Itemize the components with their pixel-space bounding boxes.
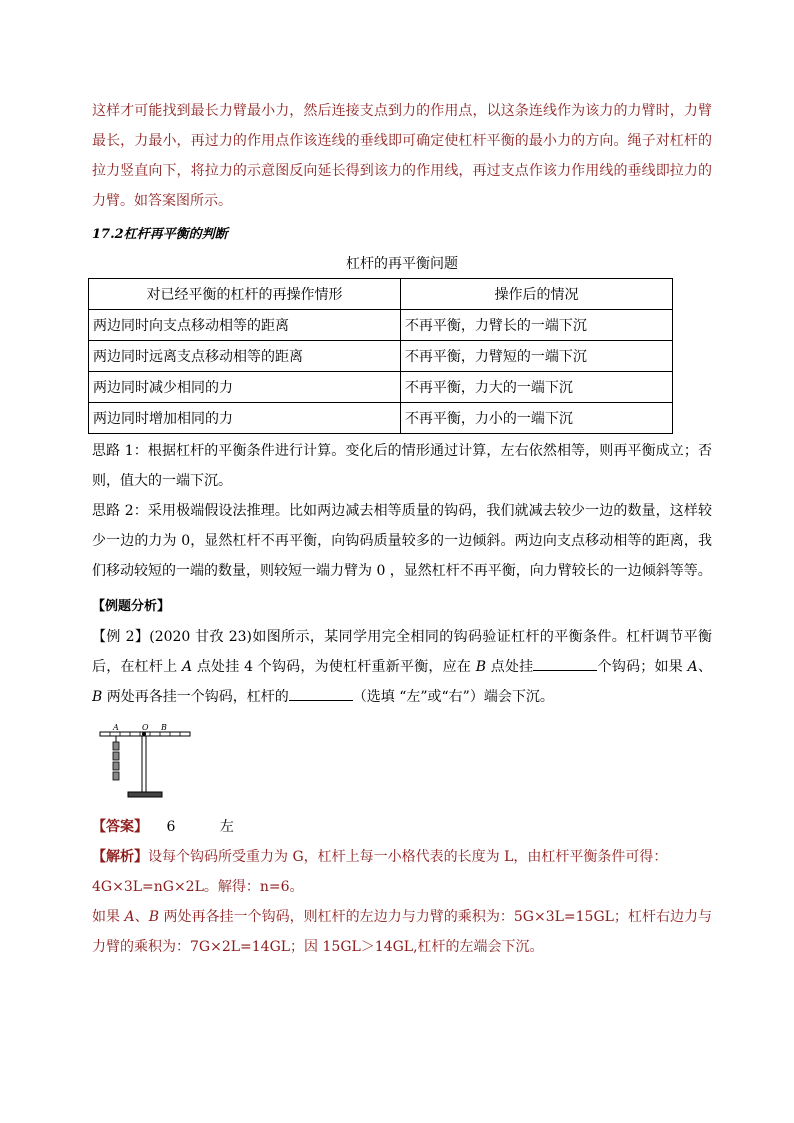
idea-1-paragraph: 思路 1：根据杠杆的平衡条件进行计算。变化后的情形通过计算，左右依然相等，则再平衡成立；否则，值大的一端下沉。	[92, 443, 712, 489]
intro-paragraph: 这样才可能找到最长力臂最小力，然后连接支点到力的作用点，以这条连线作为该力的力臂时，力臂最长，力最小，再过力的作用点作该连线的垂线即可确定使杠杆平衡的最小力的方向。绳子对杠杆的拉力竖直向下，将拉力的示意图反向延长得到该力的作用线，再过支点作该力作用线的垂线即拉力的力臂。如答案图所示。	[92, 103, 712, 209]
analysis-text: 设每个钩码所受重力为 G，杠杆上每一小格代表的长度为 L，由杠杆平衡条件可得：	[148, 849, 668, 865]
point-b-label: B	[92, 689, 103, 705]
figure-label-a: A	[113, 723, 119, 732]
idea-2-paragraph: 思路 2：采用极端假设法推理。比如两边减去相等质量的钩码，我们就减去较少一边的数量，这样较少一边的力为 0，显然杠杆不再平衡，向钩码质量较多的一边倾斜。两边向支点移动相等的距离，我们移动较短的一端的数量，则较短一端力臂为 0 ，显然杠杆不再平衡，向力臂较长的一边倾斜等等。	[92, 503, 712, 579]
lever-figure	[98, 720, 194, 800]
example-text: 个钩码；如果	[597, 659, 688, 675]
table-title: 杠杆的再平衡问题	[346, 256, 458, 272]
answer-blank-2[interactable]	[289, 686, 353, 701]
table-cell: 两边同时向支点移动相等的距离	[89, 310, 401, 341]
table-row	[89, 372, 673, 403]
table-cell: 两边同时减少相同的力	[89, 372, 401, 403]
answer-blank-1[interactable]	[533, 656, 597, 671]
table-row	[89, 341, 673, 372]
hook-weights	[113, 742, 119, 780]
example-text: 点处挂 4 个钩码，为使杠杆重新平衡，应在	[192, 659, 476, 675]
section-heading: 17.2杠杆再平衡的判断	[92, 227, 228, 242]
analysis-text: 两处再各挂一个钩码，则杠杆的左边力与力臂的乘积为：5G×3L=15GL；杠杆右边力与力臂的乘积为：7G×2L=14GL；因 15GL＞14GL,杠杆的左端会下沉。	[92, 909, 713, 955]
stand-base	[128, 792, 162, 797]
example-text: 点处挂	[486, 659, 534, 675]
point-a-label: A	[124, 909, 135, 925]
answer-value-1: 6	[166, 819, 176, 835]
example-analysis-tag: 【例题分析】	[92, 599, 171, 614]
example-text: 、	[697, 659, 713, 675]
table-cell: 两边同时增加相同的力	[89, 403, 401, 434]
answer-value-2: 左	[219, 819, 234, 835]
rebalance-table	[88, 278, 673, 434]
example-question	[92, 622, 712, 712]
point-a-label: A	[182, 659, 193, 675]
example-text: （选填 “左”或“右”）端会下沉。	[352, 689, 554, 705]
table-cell: 不再平衡，力大的一端下沉	[400, 372, 672, 403]
example-text: 两处再各挂一个钩码，杠杆的	[102, 689, 289, 705]
point-b-label: B	[148, 909, 159, 925]
table-cell: 不再平衡，力小的一端下沉	[400, 403, 672, 434]
table-row	[89, 310, 673, 341]
analysis-text: 、	[134, 909, 149, 925]
answer-tag: 【答案】	[92, 819, 148, 835]
analysis-text: 如果	[92, 909, 125, 925]
table-cell: 两边同时远离支点移动相等的距离	[89, 341, 401, 372]
analysis-line-2: 4G×3L=nG×2L。解得：n=6。	[92, 879, 304, 895]
table-row	[89, 403, 673, 434]
pivot-point	[142, 732, 146, 736]
analysis-tag: 【解析】	[92, 849, 148, 865]
table-header-cell: 对已经平衡的杠杆的再操作情形	[89, 279, 401, 310]
table-cell: 不再平衡，力臂短的一端下沉	[400, 341, 672, 372]
figure-label-b: B	[161, 723, 167, 732]
answer-line	[92, 812, 712, 842]
table-cell: 不再平衡，力臂长的一端下沉	[400, 310, 672, 341]
figure-label-o: O	[142, 723, 149, 732]
stand-pole	[142, 736, 146, 792]
table-header-row	[89, 279, 673, 310]
analysis-line-1	[92, 842, 712, 872]
analysis-line-3	[92, 902, 712, 962]
point-a-label: A	[687, 659, 698, 675]
document-page	[92, 96, 712, 962]
example-text: 【例 2】(2020 甘孜 23)如图所示，某同学用完全相同的钩码验证杠杆的平衡条件。杠杆调节平衡后，在杠杆上	[92, 629, 712, 675]
point-b-label: B	[475, 659, 487, 675]
table-header-cell: 操作后的情况	[400, 279, 672, 310]
